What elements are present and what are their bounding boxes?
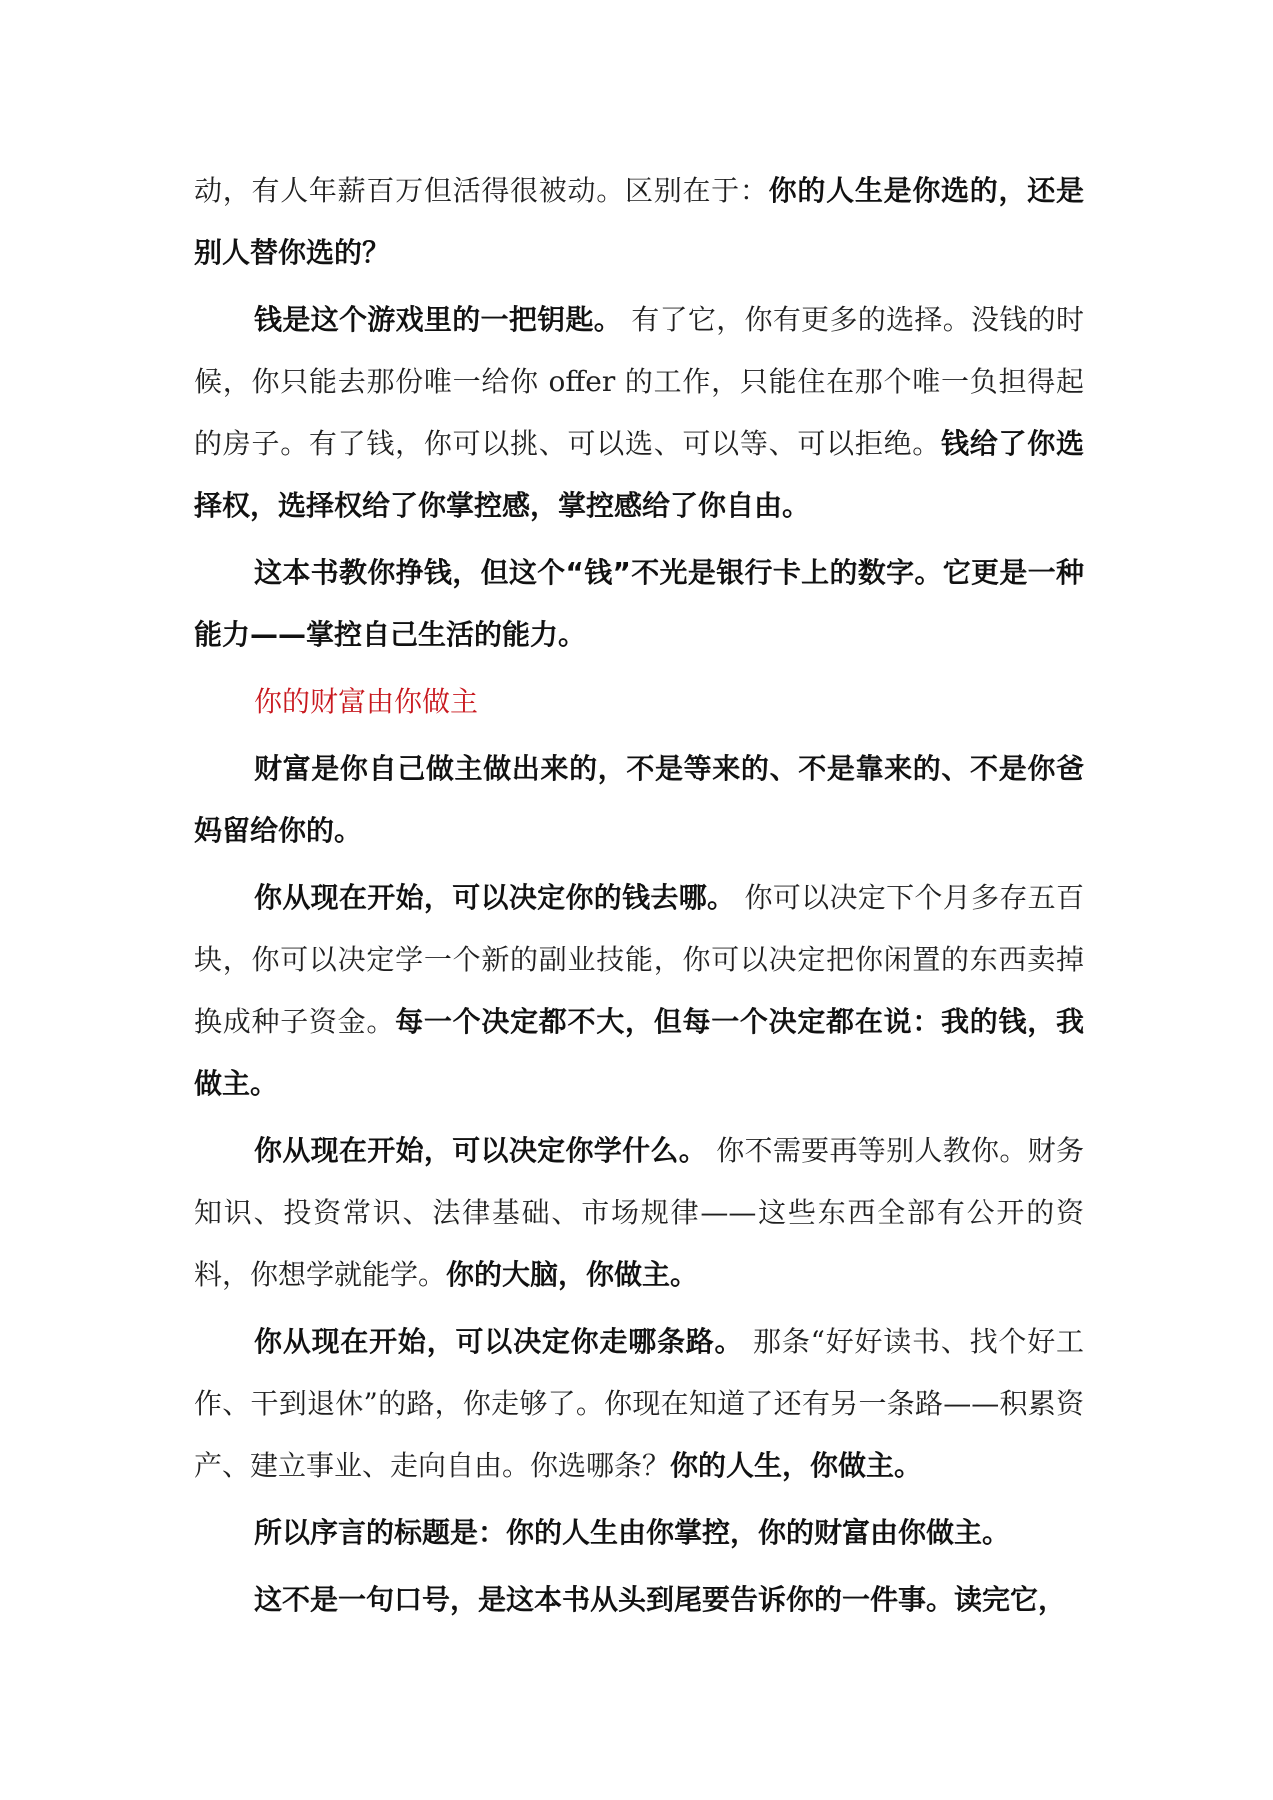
paragraph-2: [194, 289, 1084, 537]
paragraph-10: [194, 1569, 1084, 1631]
section-heading: [194, 671, 1084, 733]
paragraph-9: [194, 1502, 1084, 1564]
paragraph-emphasis: 这不是一句口号，是这本书从头到尾要告诉你的一件事。读完它，: [254, 1583, 1067, 1616]
paragraph-8: [194, 1311, 1084, 1497]
paragraph-emphasis: 钱给了你选择权，选择权给了你掌控感，掌控感给了你自由。: [194, 427, 1084, 522]
section-heading-text: 你的财富由你做主: [254, 685, 479, 718]
paragraph-emphasis: 你从现在开始，可以决定你的钱去哪。: [254, 881, 736, 914]
paragraph-3: [194, 542, 1084, 666]
paragraph-emphasis: 每一个决定都不大，但每一个决定都在说：我的钱，我做主。: [194, 1005, 1084, 1100]
paragraph-text: 那条“好好读书、找个好工作、干到退休”的路，你走够了。你现在知道了还有另一条路——积累资产、建立事业、走向自由。你选哪条？: [194, 1325, 1084, 1482]
paragraph-7: [194, 1120, 1084, 1306]
document-page: [194, 160, 1084, 1636]
paragraph-emphasis: 这本书教你挣钱，但这个“钱”不光是银行卡上的数字。它更是一种能力——掌控自己生活的能力。: [194, 556, 1084, 651]
paragraph-6: [194, 867, 1084, 1115]
paragraph-text: 动，有人年薪百万但活得很被动。区别在于：: [194, 174, 769, 207]
paragraph-emphasis: 你的人生是你选的，还是别人替你选的？: [194, 174, 1084, 269]
paragraph-1: [194, 160, 1084, 284]
paragraph-text: 你可以决定下个月多存五百块，你可以决定学一个新的副业技能，你可以决定把你闲置的东西卖掉换成种子资金。: [194, 881, 1084, 1038]
paragraph-emphasis: 所以序言的标题是：你的人生由你掌控，你的财富由你做主。: [254, 1516, 1011, 1549]
paragraph-5: [194, 738, 1084, 862]
paragraph-emphasis: 财富是你自己做主做出来的，不是等来的、不是靠来的、不是你爸妈留给你的。: [194, 752, 1084, 847]
paragraph-text: 你不需要再等别人教你。财务知识、投资常识、法律基础、市场规律——这些东西全部有公开的资料，你想学就能学。: [194, 1134, 1084, 1291]
paragraph-emphasis: 你从现在开始，可以决定你走哪条路。: [254, 1325, 744, 1358]
paragraph-emphasis: 你的大脑，你做主。: [446, 1258, 699, 1291]
paragraph-emphasis: 你的人生，你做主。: [670, 1449, 923, 1482]
paragraph-text: 有了它，你有更多的选择。没钱的时候，你只能去那份唯一给你 offer 的工作，只能住在那个唯一负担得起的房子。有了钱，你可以挑、可以选、可以等、可以拒绝。: [194, 303, 1084, 460]
paragraph-emphasis: 你从现在开始，可以决定你学什么。: [254, 1134, 708, 1167]
paragraph-emphasis: 钱是这个游戏里的一把钥匙。: [254, 303, 623, 336]
